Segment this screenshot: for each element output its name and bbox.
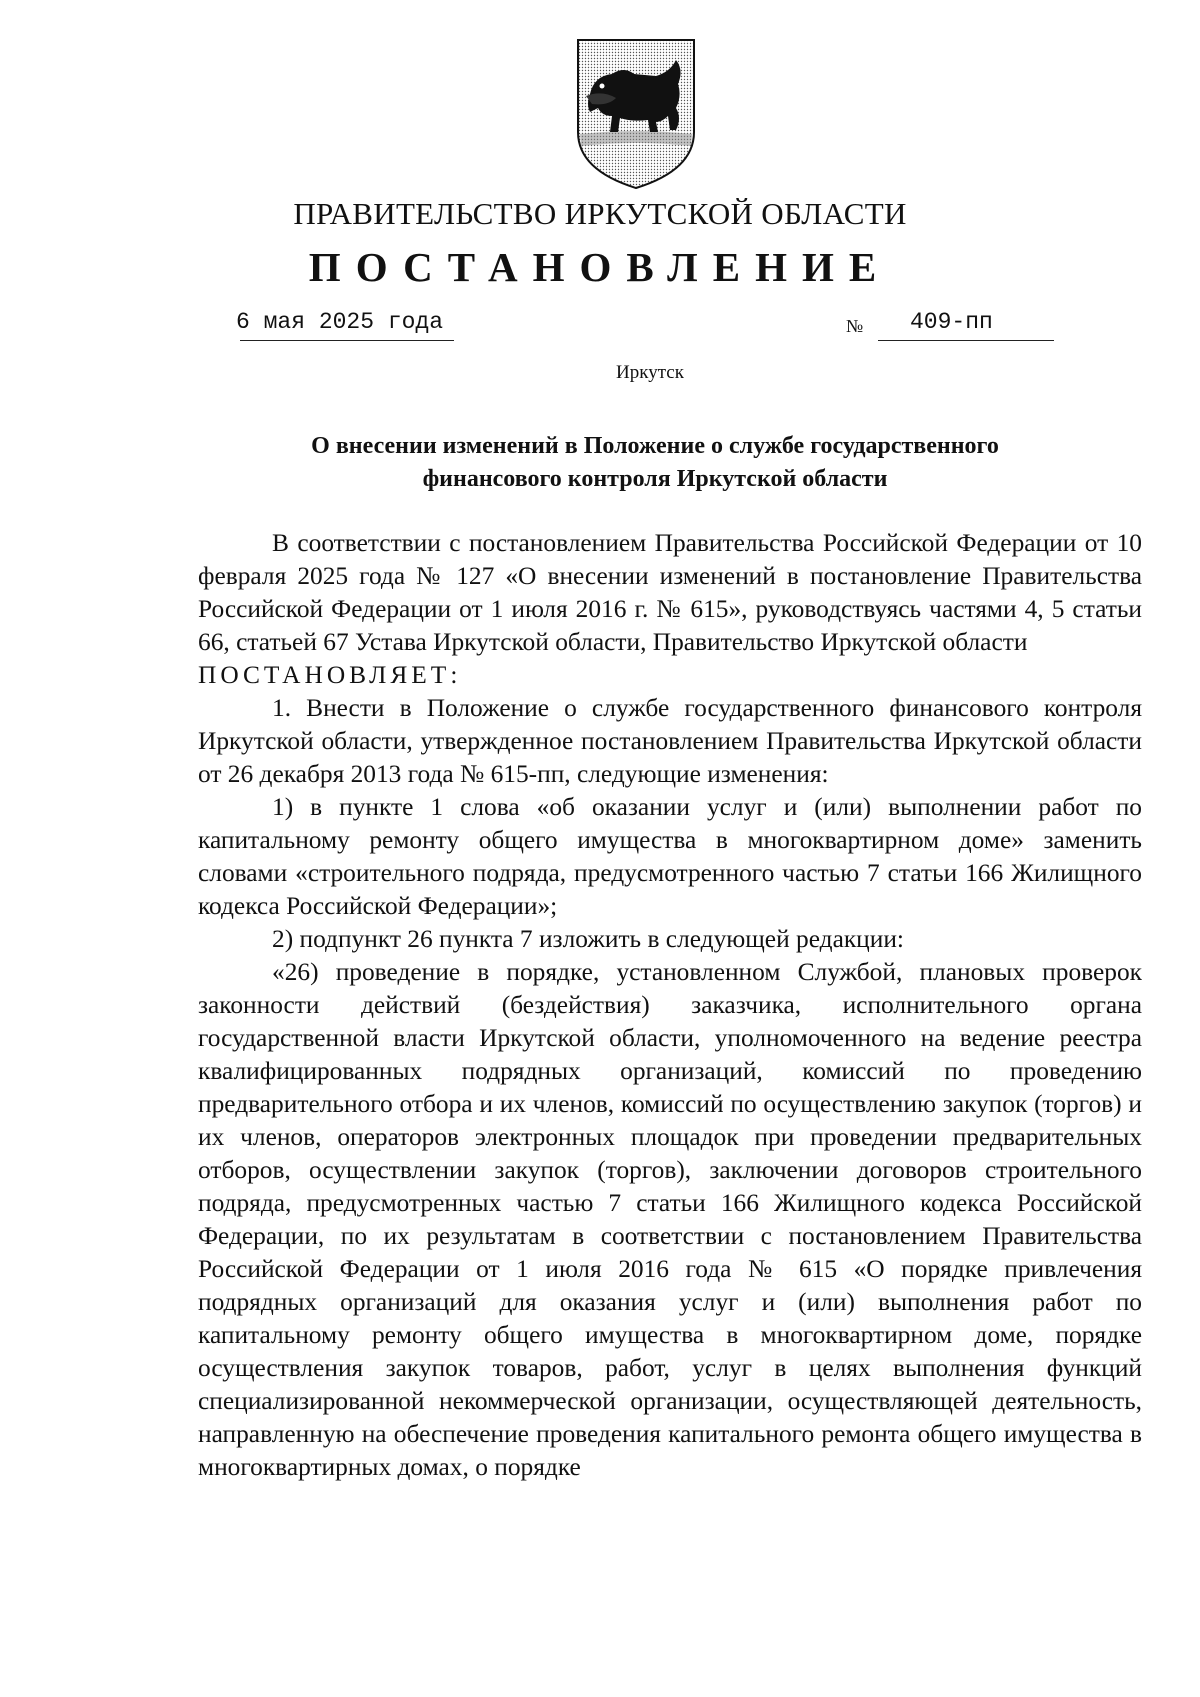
resolves-heading: ПОСТАНОВЛЯЕТ: bbox=[198, 661, 462, 689]
decree-number-value: 409-пп bbox=[910, 309, 993, 335]
subject-line-2: финансового контроля Иркутской области bbox=[422, 466, 888, 492]
document-type-title: ПОСТАНОВЛЕНИЕ bbox=[308, 244, 892, 290]
government-name: ПРАВИТЕЛЬСТВО ИРКУТСКОЙ ОБЛАСТИ bbox=[293, 196, 907, 231]
coat-of-arms-emblem bbox=[572, 36, 700, 192]
decree-subject bbox=[190, 430, 1120, 496]
item-1-paragraph: 1. Внести в Положение о службе государственного финансового контроля Иркутской области, утвержденное постановлением Правительства Иркутской области от 26 декабря 2013 года № 615-пп, следующие изменения: bbox=[198, 694, 1142, 788]
subitem-26-text: «26) проведение в порядке, установленном Службой, плановых проверок законности действий (бездействия) заказчика, исполнительного органа государственной власти Иркутской области, уполномоченного на ведение реестра квалифицированных подрядных организаций, комиссий по проведению предварительного отбора и их членов, комиссий по осуществлению закупок (торгов) и их членов, операторов электронных площадок при проведении предварительных отборов, осуществлении закупок (торгов), заключении договоров строительного подряда, предусмотренных частью 7 статьи 166 Жилищного кодекса Российской Федерации, по их результатам в соответствии с постановлением Правительства Российской Федерации от 1 июля 2016 года № 615 «О порядке привлечения подрядных организаций для оказания услуг и (или) выполнения работ по капитальному ремонту общего имущества в многоквартирном доме, порядке осуществления закупок товаров, работ, услуг в целях выполнения функций специализированной некоммерческой организации, осуществляющей деятельность, направленную на обеспечение проведения капитального ремонта общего имущества в многоквартирных домах, о порядке bbox=[198, 958, 1142, 1481]
decree-body bbox=[198, 527, 1142, 1484]
subitem-1-paragraph: 1) в пункте 1 слова «об оказании услуг и (или) выполнении работ по капитальному ремонту общего имущества в многоквартирном доме» заменить словами «строительного подряда, предусмотренного частью 7 статьи 166 Жилищного кодекса Российской Федерации»; bbox=[198, 793, 1142, 920]
number-sign: № bbox=[846, 316, 864, 336]
city-name: Иркутск bbox=[616, 362, 684, 383]
number-underline bbox=[878, 340, 1054, 341]
preamble-paragraph: В соответствии с постановлением Правительства Российской Федерации от 10 февраля 2025 года № 127 «О внесении изменений в постановление Правительства Российской Федерации от 1 июля 2016 г. № 615», руководствуясь частями 4, 5 статьи 66, статьей 67 Устава Иркутской области, Правительство Иркутской области bbox=[198, 529, 1142, 656]
decree-date bbox=[226, 309, 456, 335]
subject-line-1: О внесении изменений в Положение о службе государственного bbox=[311, 433, 999, 459]
date-underline bbox=[240, 340, 454, 341]
subitem-2-paragraph: 2) подпункт 26 пункта 7 изложить в следующей редакции: bbox=[272, 925, 904, 953]
decree-date-value: 6 мая 2025 года bbox=[236, 309, 444, 335]
